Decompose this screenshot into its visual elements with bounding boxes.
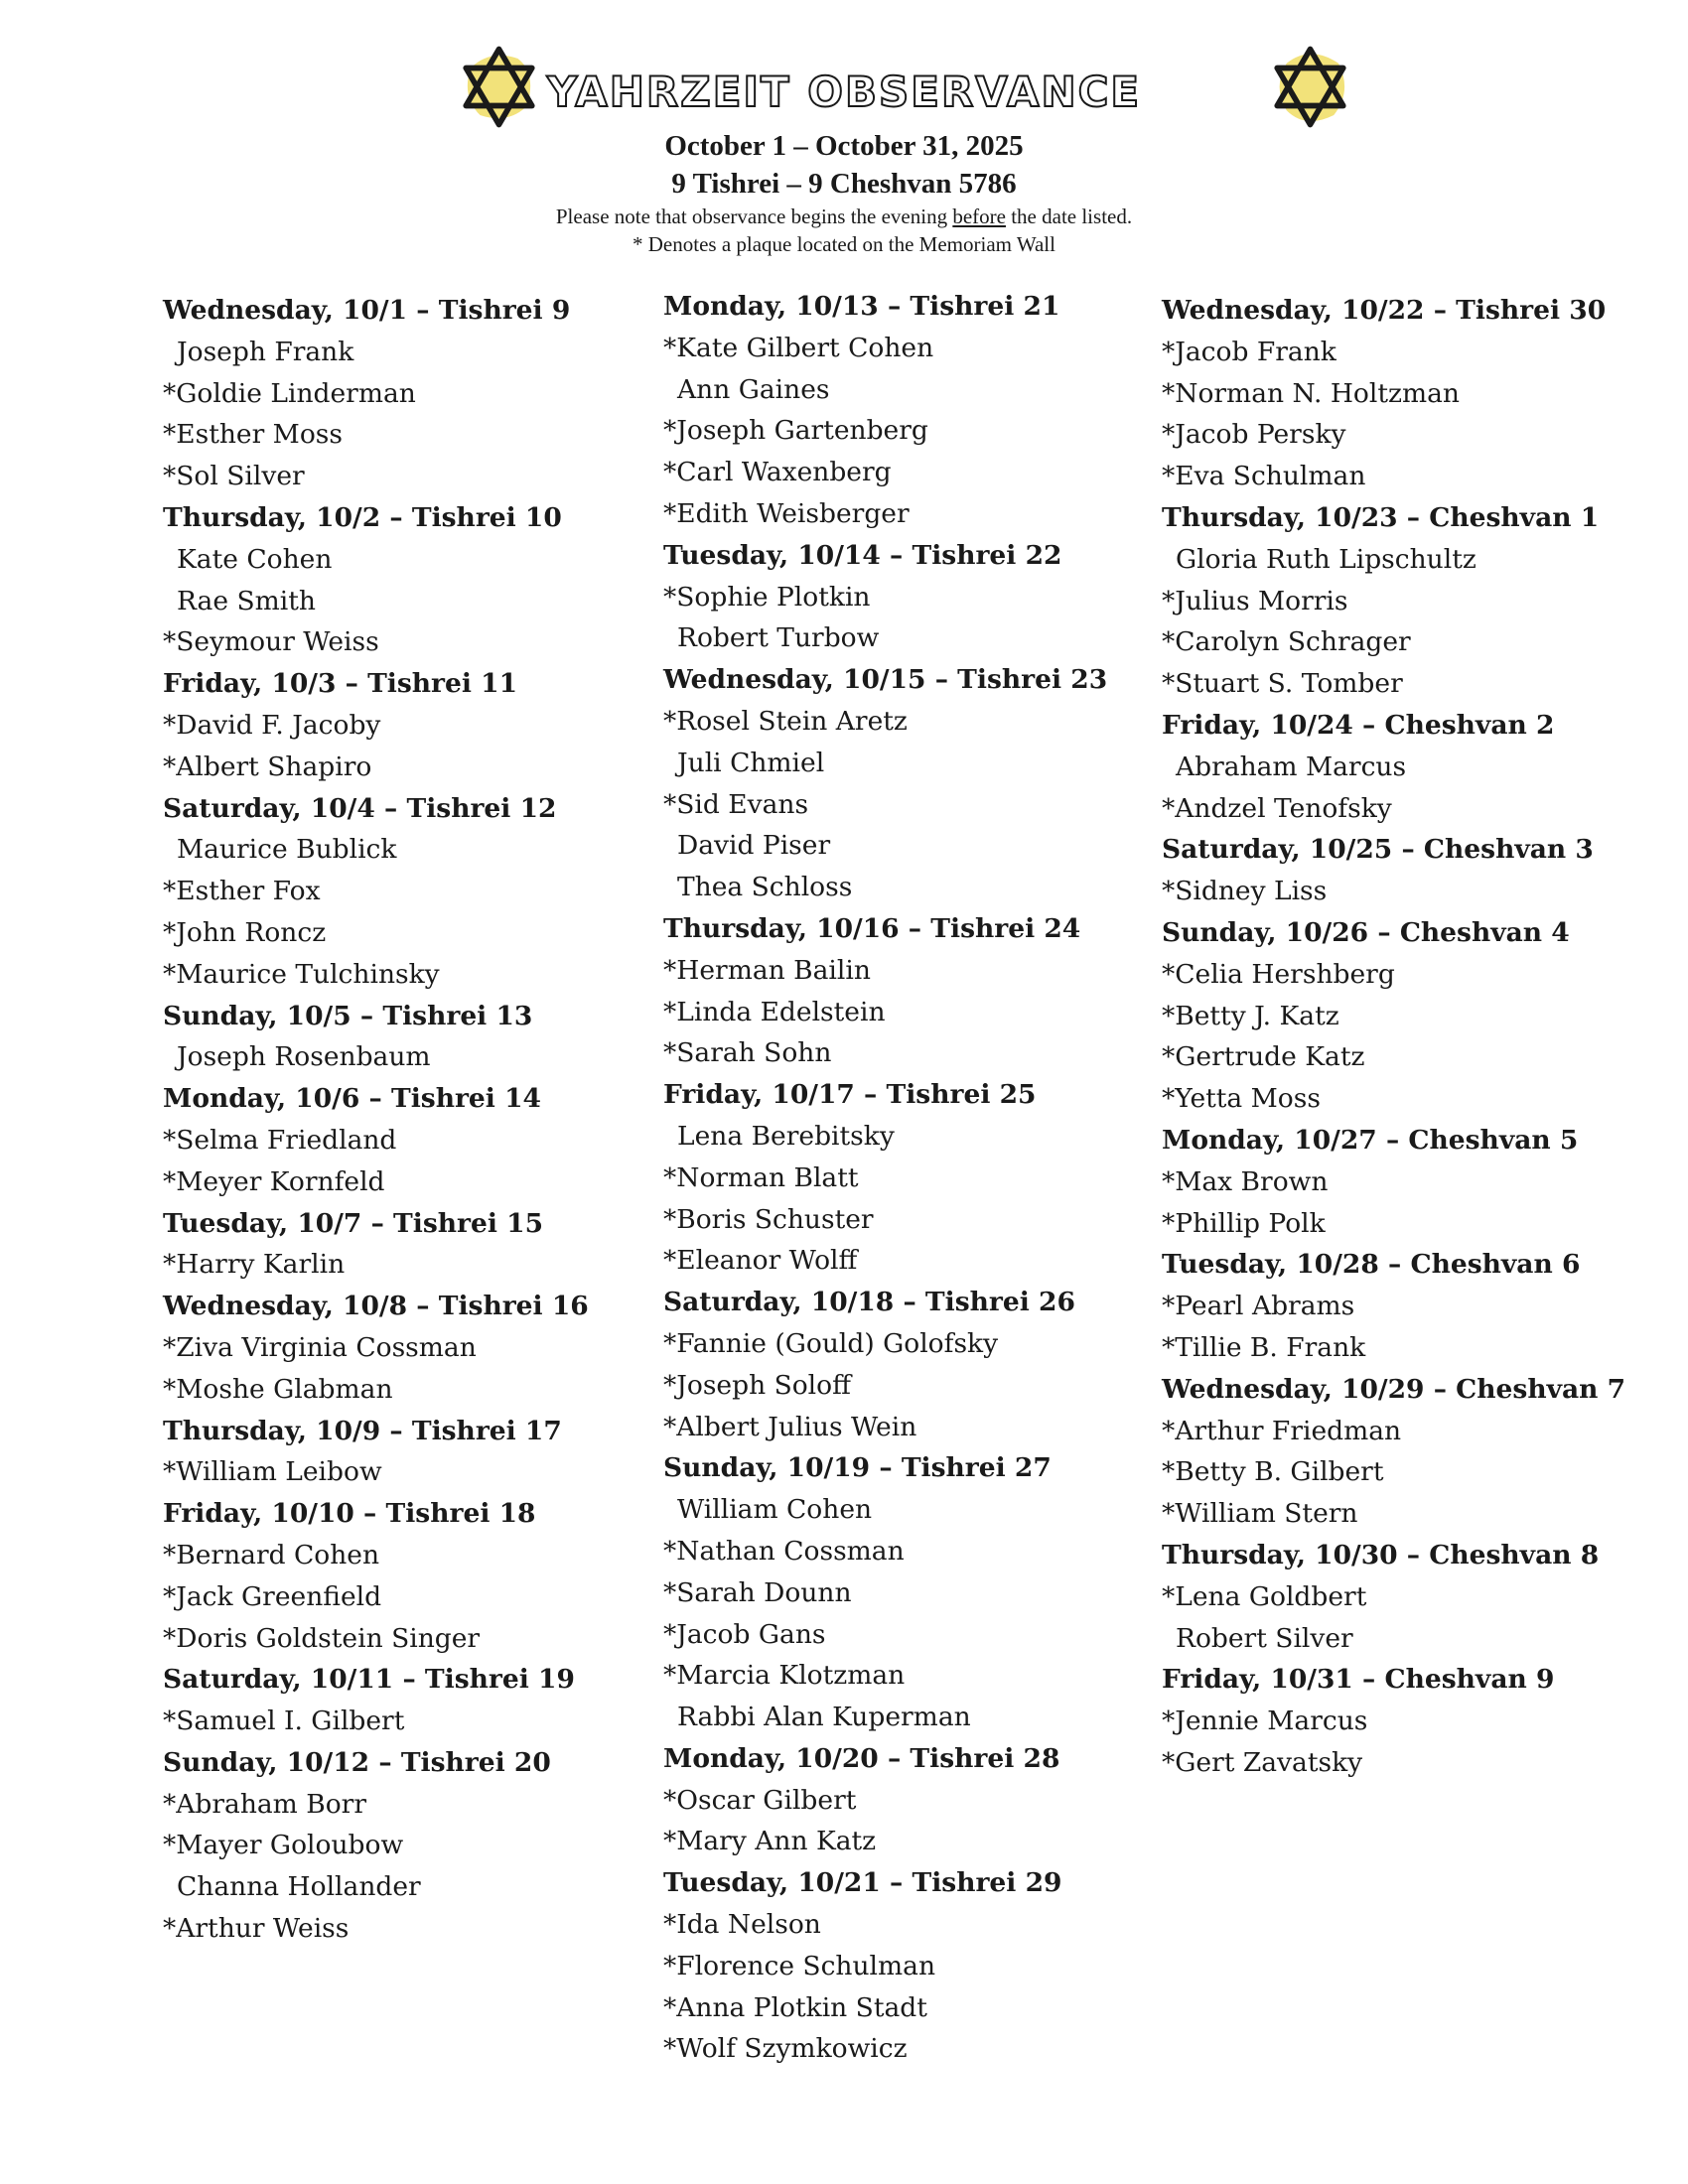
memorial-name: *Stuart S. Tomber [1162,668,1403,700]
memorial-name: Abraham Marcus [1176,751,1407,782]
memorial-name: *William Leibow [163,1456,382,1488]
memorial-name: *Jennie Marcus [1162,1706,1368,1737]
day-heading: Friday, 10/3 – Tishrei 11 [163,668,518,700]
day-heading: Sunday, 10/26 – Cheshvan 4 [1162,916,1570,948]
memorial-name: *Carolyn Schrager [1162,626,1411,658]
memorial-name: *Boris Schuster [663,1203,874,1235]
day-heading: Thursday, 10/30 – Cheshvan 8 [1162,1539,1600,1570]
memorial-name: David Piser [677,830,831,862]
memorial-name: *Eva Schulman [1162,461,1366,492]
memorial-name: *Edith Weisberger [663,497,910,529]
memorial-name: *Albert Julius Wein [663,1411,917,1442]
memorial-name: *Gert Zavatsky [1162,1746,1363,1778]
memorial-name: *Sol Silver [163,461,305,492]
memorial-name: *Pearl Abrams [1162,1291,1355,1322]
memorial-name: *Oscar Gilbert [663,1784,857,1816]
memorial-name: *David F. Jacoby [163,709,381,741]
memorial-name: *Jacob Frank [1162,336,1336,367]
memorial-name: Rabbi Alan Kuperman [677,1702,971,1733]
memorial-name: *Marcia Klotzman [663,1660,906,1692]
memorial-name: *Anna Plotkin Stadt [663,1991,927,2023]
memorial-name: *Esther Moss [163,419,343,451]
memorial-name: *Norman N. Holtzman [1162,377,1460,409]
memorial-name: *Tillie B. Frank [1162,1331,1366,1363]
memorial-name: William Cohen [677,1494,873,1526]
memorial-name: *Meyer Kornfeld [163,1165,385,1197]
day-heading: Tuesday, 10/7 – Tishrei 15 [163,1207,544,1239]
day-heading: Saturday, 10/25 – Cheshvan 3 [1162,834,1594,866]
day-heading: Wednesday, 10/29 – Cheshvan 7 [1162,1373,1626,1405]
memorial-name: *Jacob Persky [1162,419,1346,451]
memorial-name: Channa Hollander [177,1871,421,1903]
observance-note: Please note that observance begins the evening before the date listed. [555,205,1133,228]
memorial-name: *Ziva Virginia Cossman [163,1331,477,1363]
memorial-name: *Nathan Cossman [663,1535,905,1567]
memorial-name: *Julius Morris [1162,585,1348,616]
day-heading: Friday, 10/17 – Tishrei 25 [663,1079,1037,1111]
memorial-name: *Joseph Gartenberg [663,415,928,447]
memorial-name: *Abraham Borr [163,1788,366,1820]
memorial-name: *Mary Ann Katz [663,1826,877,1857]
memorial-name: *Moshe Glabman [163,1373,393,1405]
memorial-name: Joseph Frank [177,336,354,367]
memorial-name: Kate Cohen [177,543,333,575]
memorial-name: *Herman Bailin [663,954,871,986]
memorial-name: *Albert Shapiro [163,751,372,782]
memorial-name: *Gertrude Katz [1162,1041,1365,1073]
memorial-name: Robert Turbow [677,622,880,654]
day-heading: Friday, 10/24 – Cheshvan 2 [1162,709,1555,741]
memorial-name: *Arthur Weiss [163,1913,350,1945]
memorial-name: Thea Schloss [677,872,853,903]
memorial-name: *Mayer Goloubow [163,1830,404,1861]
memorial-name: *Seymour Weiss [163,626,379,658]
memorial-name: Juli Chmiel [677,747,825,778]
day-heading: Friday, 10/10 – Tishrei 18 [163,1498,536,1530]
day-heading: Sunday, 10/19 – Tishrei 27 [663,1452,1052,1484]
column-1 [163,290,659,1950]
day-heading: Wednesday, 10/8 – Tishrei 16 [163,1291,589,1322]
memorial-name: Gloria Ruth Lipschultz [1176,543,1477,575]
day-heading: Friday, 10/31 – Cheshvan 9 [1162,1664,1555,1696]
memorial-name: *John Roncz [163,916,327,948]
memorial-name: *Max Brown [1162,1165,1329,1197]
day-heading: Thursday, 10/2 – Tishrei 10 [163,501,562,533]
day-heading: Thursday, 10/9 – Tishrei 17 [163,1415,562,1446]
column-3 [1162,290,1658,1784]
memorial-name: *Doris Goldstein Singer [163,1622,481,1654]
memorial-name: *Maurice Tulchinsky [163,958,440,990]
memorial-name: *Florence Schulman [663,1950,936,1981]
day-heading: Saturday, 10/4 – Tishrei 12 [163,792,557,824]
day-heading: Sunday, 10/5 – Tishrei 13 [163,1000,533,1031]
day-heading: Thursday, 10/16 – Tishrei 24 [663,912,1081,944]
memorial-name: *Esther Fox [163,876,321,907]
day-heading: Wednesday, 10/22 – Tishrei 30 [1162,295,1607,326]
day-heading: Saturday, 10/11 – Tishrei 19 [163,1664,575,1696]
day-heading: Monday, 10/27 – Cheshvan 5 [1162,1124,1579,1156]
day-heading: Monday, 10/20 – Tishrei 28 [663,1742,1060,1774]
memorial-name: *Ida Nelson [663,1909,821,1941]
memorial-name: *Norman Blatt [663,1161,859,1193]
title-row [0,30,1688,119]
memorial-name: *Jacob Gans [663,1618,826,1650]
memorial-name: *Linda Edelstein [663,996,886,1027]
day-heading: Wednesday, 10/1 – Tishrei 9 [163,295,571,326]
day-heading: Thursday, 10/23 – Cheshvan 1 [1162,501,1600,533]
memorial-name: *Rosel Stein Aretz [663,705,908,737]
memorial-name: *Wolf Szymkowicz [663,2033,908,2065]
memorial-name: Maurice Bublick [177,834,397,866]
memorial-name: *Sidney Liss [1162,876,1328,907]
memorial-name: Ann Gaines [677,373,830,405]
memorial-name: *Samuel I. Gilbert [163,1706,405,1737]
memorial-name: *William Stern [1162,1498,1358,1530]
memorial-name: *Sarah Sohn [663,1037,832,1069]
page-title: YAHRZEIT OBSERVANCE [546,68,1142,116]
column-2 [663,286,1160,2070]
day-heading: Monday, 10/6 – Tishrei 14 [163,1083,541,1115]
memorial-name: *Kate Gilbert Cohen [663,332,934,363]
day-heading: Saturday, 10/18 – Tishrei 26 [663,1287,1075,1318]
memorial-name: *Fannie (Gould) Golofsky [663,1327,999,1359]
memorial-name: *Joseph Soloff [663,1369,851,1401]
memorial-name: *Phillip Polk [1162,1207,1326,1239]
day-heading: Wednesday, 10/15 – Tishrei 23 [663,664,1108,696]
memorial-name: *Jack Greenfield [163,1580,382,1612]
memorial-name: *Eleanor Wolff [663,1245,858,1277]
day-heading: Monday, 10/13 – Tishrei 21 [663,291,1060,322]
day-heading: Sunday, 10/12 – Tishrei 20 [163,1746,551,1778]
memorial-name: *Arthur Friedman [1162,1415,1402,1446]
hebrew-date-range: 9 Tishrei – 9 Cheshvan 5786 [671,168,1017,200]
memorial-name: *Harry Karlin [163,1249,346,1281]
memorial-name: *Betty J. Katz [1162,1000,1339,1031]
memorial-name: *Andzel Tenofsky [1162,792,1392,824]
star-of-david-icon [1263,40,1357,134]
memorial-name: Rae Smith [177,585,316,616]
memorial-name: *Sarah Dounn [663,1576,852,1608]
memorial-name: *Sophie Plotkin [663,581,871,613]
memorial-name: *Celia Hershberg [1162,958,1395,990]
date-range: October 1 – October 31, 2025 [664,130,1024,162]
page-header [0,30,1688,258]
memorial-name: *Sid Evans [663,788,809,820]
memorial-name: *Yetta Moss [1162,1083,1321,1115]
memorial-name: *Selma Friedland [163,1124,397,1156]
plaque-note: * Denotes a plaque located on the Memoriam Wall [633,232,1055,256]
day-heading: Tuesday, 10/28 – Cheshvan 6 [1162,1249,1581,1281]
memorial-name: *Goldie Linderman [163,377,416,409]
memorial-name: *Lena Goldbert [1162,1580,1367,1612]
memorial-name: Joseph Rosenbaum [177,1041,431,1073]
memorial-name: *Bernard Cohen [163,1539,380,1570]
memorial-name: Lena Berebitsky [677,1120,895,1152]
memorial-name: Robert Silver [1176,1622,1353,1654]
day-heading: Tuesday, 10/14 – Tishrei 22 [663,539,1062,571]
day-heading: Tuesday, 10/21 – Tishrei 29 [663,1867,1062,1899]
memorial-name: *Betty B. Gilbert [1162,1456,1384,1488]
memorial-name: *Carl Waxenberg [663,457,892,488]
